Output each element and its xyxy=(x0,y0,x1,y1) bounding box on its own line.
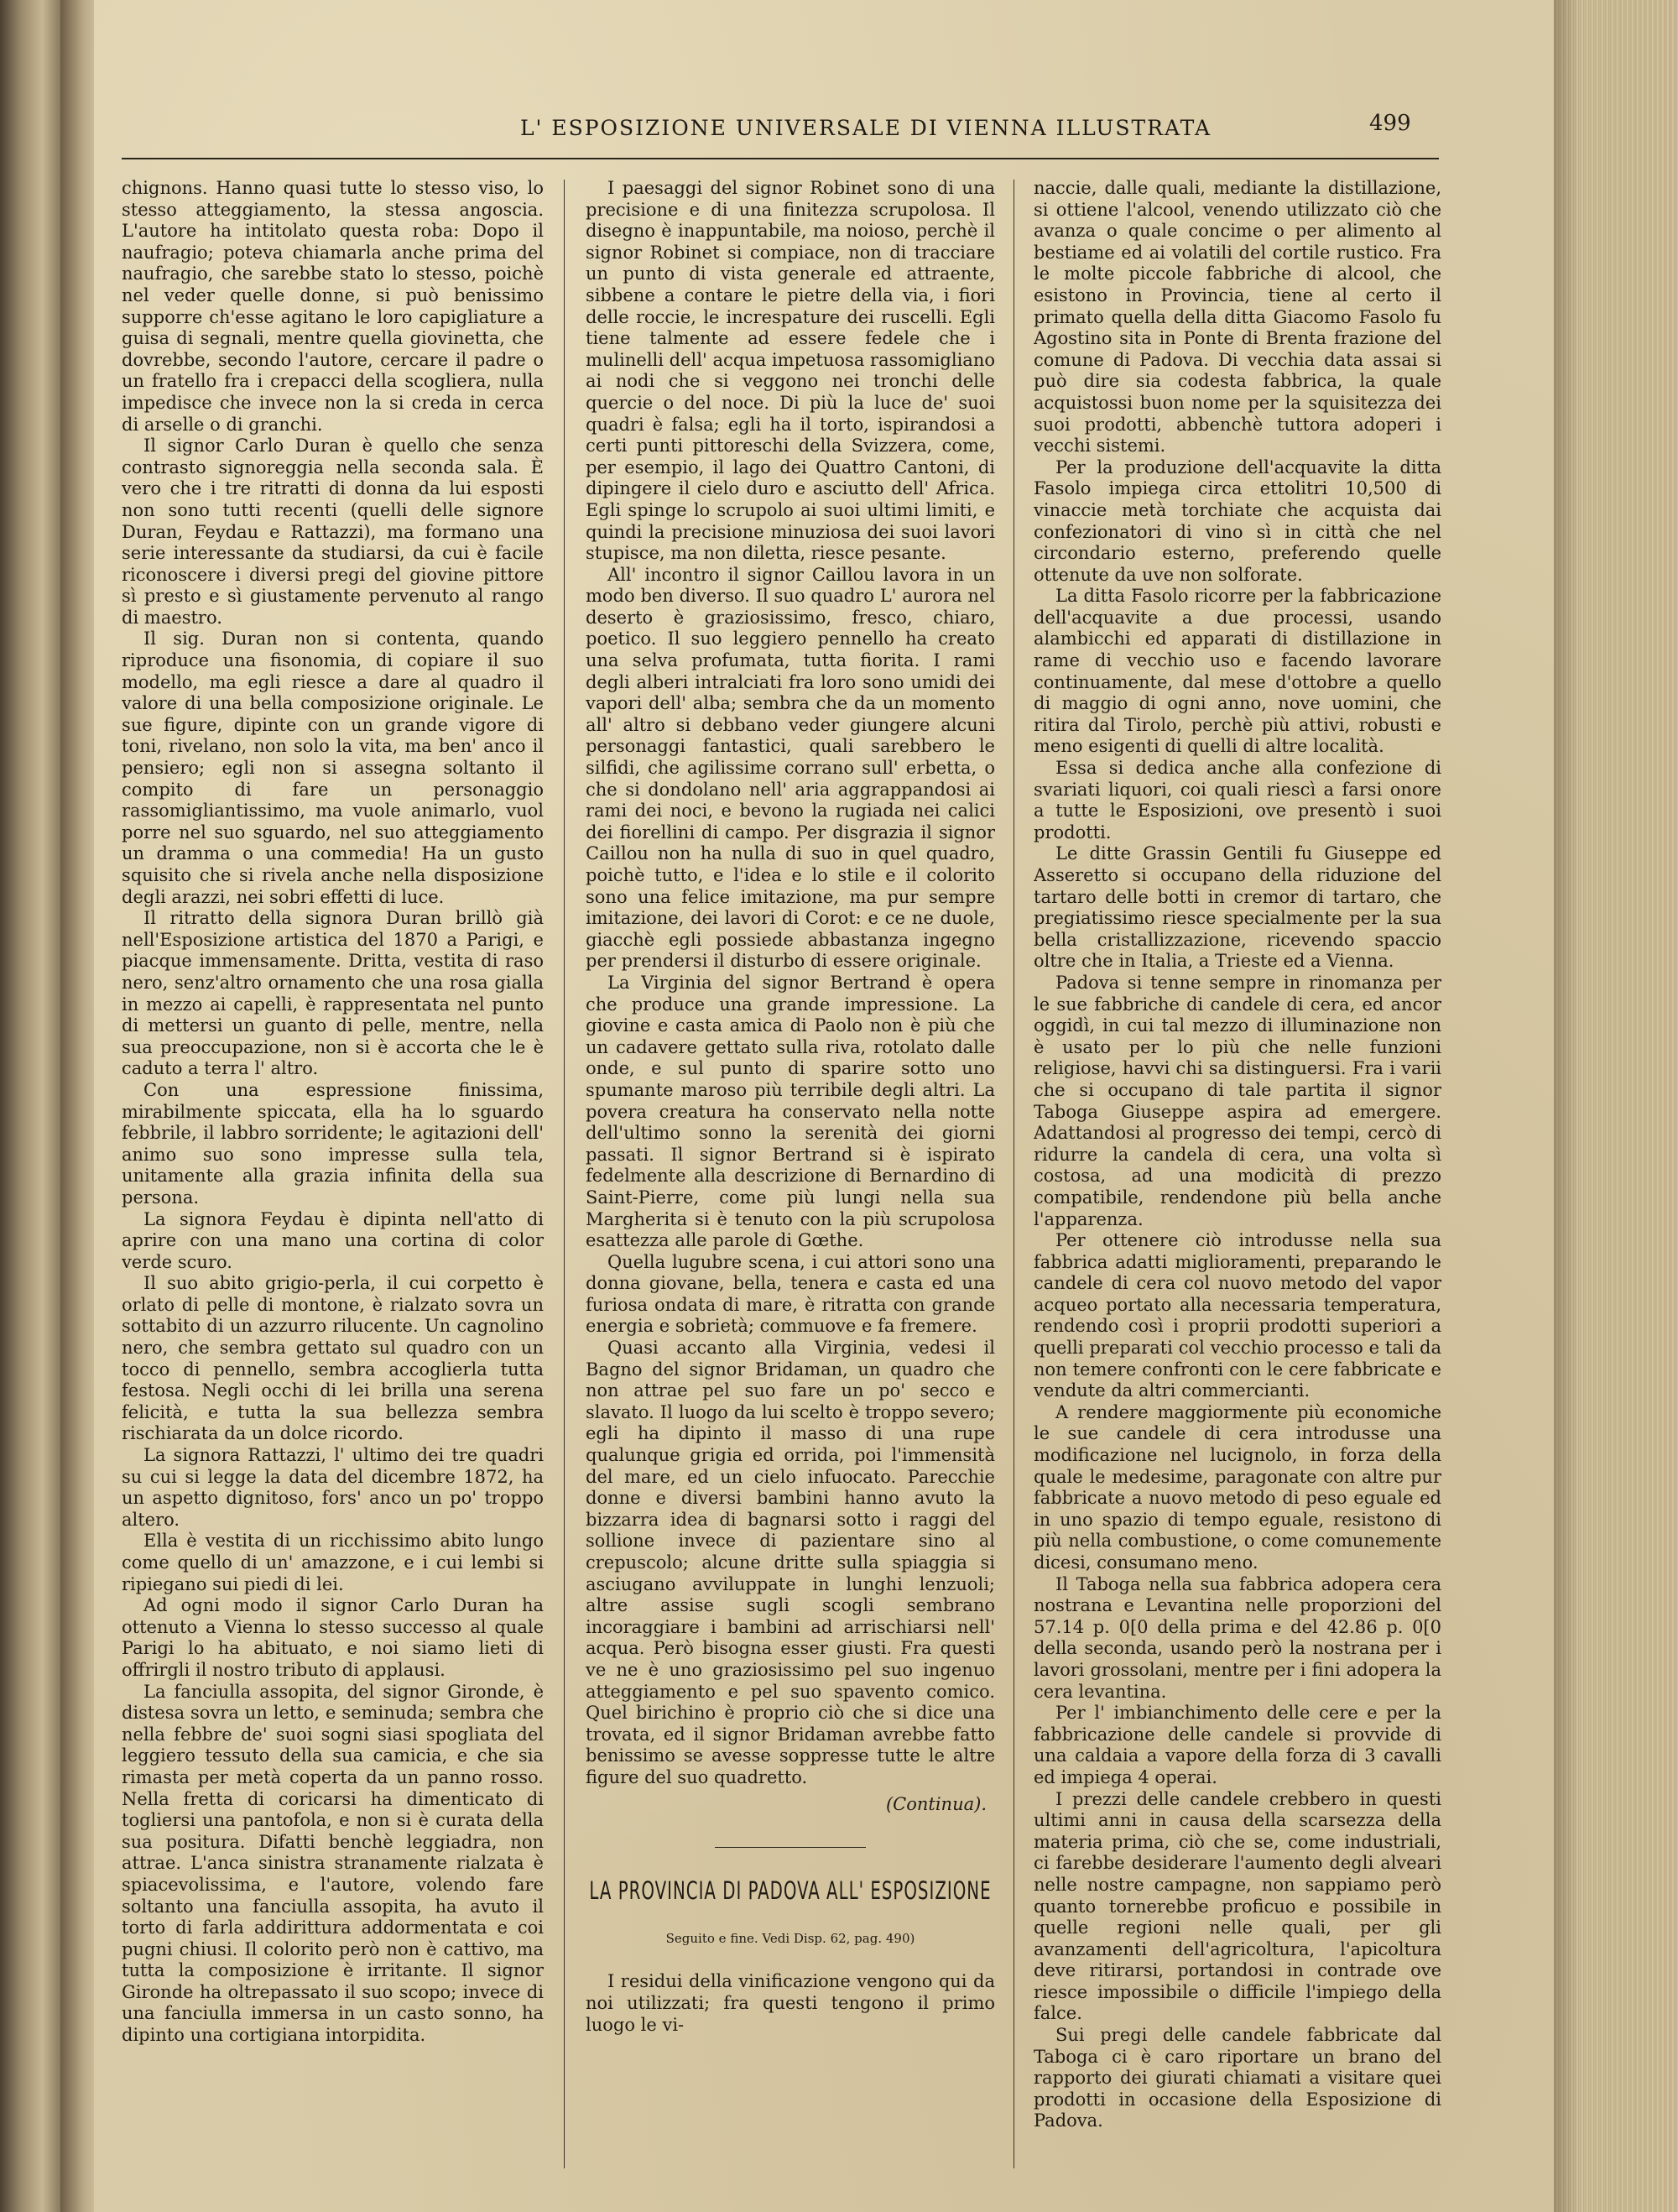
paragraph: Il suo abito grigio-perla, il cui corpetto è orlato di pelle di montone, è rialzato sovra un sottabito di un azzurro rilucente. Un cagnolino nero, che sembra gettato sul quadro con un tocco di pennello, sembra accoglierla tutta festosa. Negli occhi di lei brilla una serena felicità, e tutta la sua bellezza sembra rischiarata da un dolce ricordo. xyxy=(122,1273,544,1444)
paragraph: La signora Feydau è dipinta nell'atto di aprire con una mano una cortina di color verde scuro. xyxy=(122,1208,544,1272)
section-title: LA PROVINCIA DI PADOVA ALL' ESPOSIZIONE xyxy=(589,1877,992,1907)
paragraph: I residui della vinificazione vengono qui da noi utilizzati; fra questi tengono il primo luogo le vi- xyxy=(586,1971,995,2035)
page-number: 499 xyxy=(1369,111,1411,136)
paragraph: Quella lugubre scena, i cui attori sono una donna giovane, bella, tenera e casta ed una furiosa ondata di mare, è ritratta con grande energia e sobrietà; commuove e fa fremere. xyxy=(586,1251,995,1337)
paragraph: I prezzi delle candele crebbero in questi ultimi anni in causa della scarsezza della materia prima, ciò che se, come industriali, ci farebbe desiderare l'aumento degli alveari nelle nostre campagne, non sappiamo però quanto tornerebbe proficuo e possibile in quelle regioni nelle quali, per gli avanzamenti dell'agricoltura, l'apicoltura deve ritirarsi, portandosi in contrade ove riesce impossibile o difficile l'impiego della falce. xyxy=(1034,1788,1441,2024)
column-1 xyxy=(122,178,544,2133)
paragraph: Ad ogni modo il signor Carlo Duran ha ottenuto a Vienna lo stesso successo al quale Parigi lo ha abituato, e noi siamo lieti di offrirgli il nostro tributo di applausi. xyxy=(122,1595,544,1680)
column-2 xyxy=(586,178,995,2133)
column-3 xyxy=(1034,178,1441,2133)
paragraph: Padova si tenne sempre in rinomanza per le sue fabbriche di candele di cera, ed ancor oggidì, in cui tal mezzo di illuminazione non è usato per lo più che nelle funzioni religiose, havvi chi sa distinguersi. Fra i varii che si occupano di tale partita il signor Taboga Giuseppe aspira ad emergere. Adattandosi al progresso dei tempi, cercò di ridurre la candela di cera, una volta sì costosa, ad una modicità di prezzo compatibile, rendendone più bella anche l'apparenza. xyxy=(1034,972,1441,1229)
paragraph: Con una espressione finissima, mirabilmente spiccata, ella ha lo sguardo febbrile, il labbro sorridente; le agitazioni dell' animo suo sono impresse sulla tela, unitamente alla grazia infinita della sua persona. xyxy=(122,1079,544,1208)
running-title: L' ESPOSIZIONE UNIVERSALE DI VIENNA ILLUSTRATA xyxy=(519,116,1212,140)
paragraph: Il sig. Duran non si contenta, quando riproduce una fisonomia, di copiare il suo modello, ma egli riesce a dare al quadro il valore di una bella composizione originale. Le sue figure, dipinte con un grande vigore di toni, rivelano, non solo la vita, ma ben' anco il pensiero; egli non si assegna soltanto il compito di fare un personaggio rassomigliantissimo, ma vuole animarlo, vuol porre nel suo sguardo, nel suo atteggiamento un dramma o una commedia! Ha un gusto squisito che si rivela anche nella disposizione degli arazzi, nei sobri effetti di luce. xyxy=(122,629,544,907)
page-edges xyxy=(1554,0,1678,2212)
paragraph: naccie, dalle quali, mediante la distillazione, si ottiene l'alcool, venendo utilizzato ciò che avanza o quale concime o per alimento al bestiame ed ai volatili del cortile rustico. Fra le molte piccole fabbriche di alcool, che esistono in Provincia, tiene al certo il primato quella della ditta Giacomo Fasolo fu Agostino sita in Ponte di Brenta frazione del comune di Padova. Di vecchia data assai si può dire sia codesta fabbrica, la quale acquistossi buon nome per la squisitezza dei suoi prodotti, abbenchè tuttora adoperi i vecchi sistemi. xyxy=(1034,178,1441,456)
paragraph: A rendere maggiormente più economiche le sue candele di cera introdusse una modificazione nel lucignolo, in forza della quale le medesime, paragonate con altre pur fabbricate a nuovo metodo di peso eguale ed in uno spazio di tempo eguale, resistono di più nella combustione, o come comunemente dicesi, consumano meno. xyxy=(1034,1401,1441,1573)
left-page-edge xyxy=(0,0,60,2212)
paragraph: Per la produzione dell'acquavite la ditta Fasolo impiega circa ettolitri 10,500 di vinaccie metà torchiate che acquista dai confezionatori di vino sì in città che nel circondario esterno, preferendo quelle ottenute da uve non solforate. xyxy=(1034,456,1441,585)
paragraph: Per l' imbianchimento delle cere e per la fabbricazione delle candele si provvide di una caldaia a vapore della forza di 3 cavalli ed impiega 4 operai. xyxy=(1034,1703,1441,1787)
paragraph: Il signor Carlo Duran è quello che senza contrasto signoreggia nella seconda sala. È vero che i tre ritratti di donna da lui esposti non sono tutti recenti (quelli delle signore Duran, Feydau e Rattazzi), ma formano una serie interessante da studiarsi, da cui è facile riconoscere i diversi pregi del giovine pittore sì presto e sì giustamente pervenuto al rango di maestro. xyxy=(122,436,544,628)
paragraph: chignons. Hanno quasi tutte lo stesso viso, lo stesso atteggiamento, la stessa angoscia. L'autore ha intitolato questa roba: Dopo il naufragio; poteva chiamarla anche prima del naufragio, che sarebbe stato lo stesso, poichè nel veder quelle donne, si può benissimo supporre ch'esse agitano le loro capigliature a guisa di segnali, mentre quella giovinetta, che dovrebbe, secondo l'autore, cercare il padre o un fratello fra i crepacci della scogliera, nulla impedisce che invece non la si creda in cerca di arselle o di granchi. xyxy=(122,178,544,435)
section-separator xyxy=(715,1847,866,1848)
paragraph: Ella è vestita di un ricchissimo abito lungo come quello di un' amazzone, e i cui lembi si ripiegano sui piedi di lei. xyxy=(122,1531,544,1594)
column-rule xyxy=(564,180,565,2168)
paragraph: Essa si dedica anche alla confezione di svariati liquori, coi quali riescì a farsi onore a tutte le Esposizioni, ove presentò i suoi prodotti. xyxy=(1034,758,1441,843)
paragraph: Per ottenere ciò introdusse nella sua fabbrica adatti miglioramenti, preparando le candele di cera col nuovo metodo del vapor acqueo portato alla necessaria temperatura, rendendo così i proprii prodotti superiori a quelli preparati col vecchio processo e tali da non temere confronti con le cere fabbricate e vendute da altri commercianti. xyxy=(1034,1230,1441,1401)
paragraph: Le ditte Grassin Gentili fu Giuseppe ed Asseretto si occupano della riduzione del tartaro delle botti in cremor di tartaro, che pregiatissimo riesce specialmente per la sua bella cristallizzazione, ricevendo spaccio oltre che in Italia, a Trieste ed a Vienna. xyxy=(1034,843,1441,972)
continua-note: (Continua). xyxy=(885,1793,987,1814)
paragraph: Il Taboga nella sua fabbrica adopera cera nostrana e Levantina nelle proporzioni del 57.14 p. 0[0 della prima e del 42.86 p. 0[0 della seconda, usando però la nostrana per i lavori grossolani, mentre per i fini adopera la cera levantina. xyxy=(1034,1573,1441,1702)
paragraph: La ditta Fasolo ricorre per la fabbricazione dell'acquavite a due processi, usando alambicchi ed apparati di distillazione in rame di vecchio uso e facendo lavorare continuamente, dal mese d'ottobre a quello di maggio di ogni anno, nove uomini, che ritira dal Tirolo, perchè più attivi, robusti e meno esigenti di quelli di altre località. xyxy=(1034,586,1441,757)
paragraph: Sui pregi delle candele fabbricate dal Taboga ci è caro riportare un brano del rapporto dei giurati chiamati a visitare quei prodotti in occasione della Esposizione di Padova. xyxy=(1034,2025,1441,2131)
header-rule xyxy=(122,158,1439,159)
paragraph: Il ritratto della signora Duran brillò già nell'Esposizione artistica del 1870 a Parigi, e piacque immensamente. Dritta, vestita di raso nero, senz'altro ornamento che una rosa gialla in mezzo ai capelli, è rappresentata nel punto di mettersi un guanto di pelle, mentre, nella sua preoccupazione, non si è accorta che le è caduto a terra l' altro. xyxy=(122,908,544,1079)
paragraph: La signora Rattazzi, l' ultimo dei tre quadri su cui si legge la data del dicembre 1872, ha un aspetto dignitoso, fors' anco un po' troppo altero. xyxy=(122,1445,544,1530)
paragraph: La fanciulla assopita, del signor Gironde, è distesa sovra un letto, e seminuda; sembra che nella febbre de' suoi sogni siasi spogliata del leggiero tessuto della sua camicia, e che sia rimasta per metà coperta da un panno rosso. Nella fretta di coricarsi ha dimenticato di togliersi una pantofola, e non si è curata della sua positura. Difatti benchè leggiadra, non attrae. L'anca sinistra stranamente rialzata è spiacevolissima, e l'autore, volendo fare soltanto una fanciulla assopita, ha avuto il torto di farla addirittura addormentata e coi pugni chiusi. Il colorito però non è cattivo, ma tutta la composizione è irritante. Il signor Gironde ha oltrepassato il suo scopo; invece di una fanciulla immersa in un casto sonno, ha dipinto una cortigiana intorpidita. xyxy=(122,1681,544,2046)
paragraph: La Virginia del signor Bertrand è opera che produce una grande impressione. La giovine e casta amica di Paolo non è più che un cadavere gettato sulla riva, rotolato dalle onde, e sul punto di sparire sotto uno spumante maroso più terribile degli altri. La povera creatura ha conservato nella notte dell'ultimo sonno la serenità dei giorni passati. Il signor Bertrand si è ispirato fedelmente alla descrizione di Bernardino di Saint-Pierre, come più lungi nella sua Margherita si è tenuto con la più scrupolosa esattezza alle parole di Gœthe. xyxy=(586,972,995,1251)
paragraph: All' incontro il signor Caillou lavora in un modo ben diverso. Il suo quadro L' aurora nel deserto è graziosissimo, fresco, chiaro, poetico. Il suo leggiero pennello ha creato una selva profumata, tutta fiorita. I rami degli alberi intralciati fra loro sono umidi dei vapori dell' alba; sembra che da un momento all' altro si debbano veder giungere alcuni personaggi fantastici, quali sarebbero le silfidi, che agilissime corrano sull' erbetta, o che si dondolano nell' aria aggrappandosi ai rami dei noci, e bevono la rugiada nei calici dei fiorellini di campo. Per disgrazia il signor Caillou non ha nulla di suo in quel quadro, poichè tutto, e l'idea e lo stile e il colorito sono una felice imitazione, ma pur sempre imitazione, dei lavori di Corot: e ce ne duole, giacchè egli possiede abbastanza ingegno per prendersi il disturbo di essere originale. xyxy=(586,564,995,972)
paragraph: I paesaggi del signor Robinet sono di una precisione e di una finitezza scrupolosa. Il disegno è inappuntabile, ma noioso, perchè il signor Robinet si compiace, non di tracciare un punto di vista generale ed attraente, sibbene a contare le pietre della via, i fiori delle roccie, le increspature dei ruscelli. Egli tiene talmente ad essere fedele che i mulinelli dell' acqua impetuosa rassomigliano ai nodi che si veggono nei tronchi delle quercie o del noce. Di più la luce de' suoi quadri è falsa; egli ha il torto, ispirandosi a certi punti pittoreschi della Svizzera, come, per esempio, il lago dei Quattro Cantoni, di dipingere il cielo duro e asciutto dell' Africa. Egli spinge lo scrupolo ai suoi ultimi limiti, e quindi la precisione minuziosa dei suoi lavori stupisce, ma non diletta, riesce pesante. xyxy=(586,178,995,564)
paragraph: Quasi accanto alla Virginia, vedesi il Bagno del signor Bridaman, un quadro che non attrae pel suo fare un po' secco e slavato. Il luogo da lui scelto è troppo severo; egli ha dipinto il masso di una rupe qualunque grigia ed orrida, poi l'immensità del mare, ed un cielo infuocato. Parecchie donne e diversi bambini hanno avuto la bizzarra idea di bagnarsi sotto i raggi del sollione invece di pazientare sino al crepuscolo; alcune dritte sulla spiaggia si asciugano avviluppate in lunghi lenzuoli; altre assise sugli scogli sembrano incoraggiare i bambini ad arrischiarsi nell' acqua. Però bisogna esser giusti. Fra questi ve ne è uno graziosissimo pel suo ingenuo atteggiamento e pel suo spavento comico. Quel birichino è proprio ciò che si dice una trovata, ed il signor Bridaman avrebbe fatto benissimo se avesse soppresse tutte le altre figure del suo quadretto. xyxy=(586,1338,995,1787)
section-subtitle: Seguito e fine. Vedi Disp. 62, pag. 490) xyxy=(665,1930,915,1946)
